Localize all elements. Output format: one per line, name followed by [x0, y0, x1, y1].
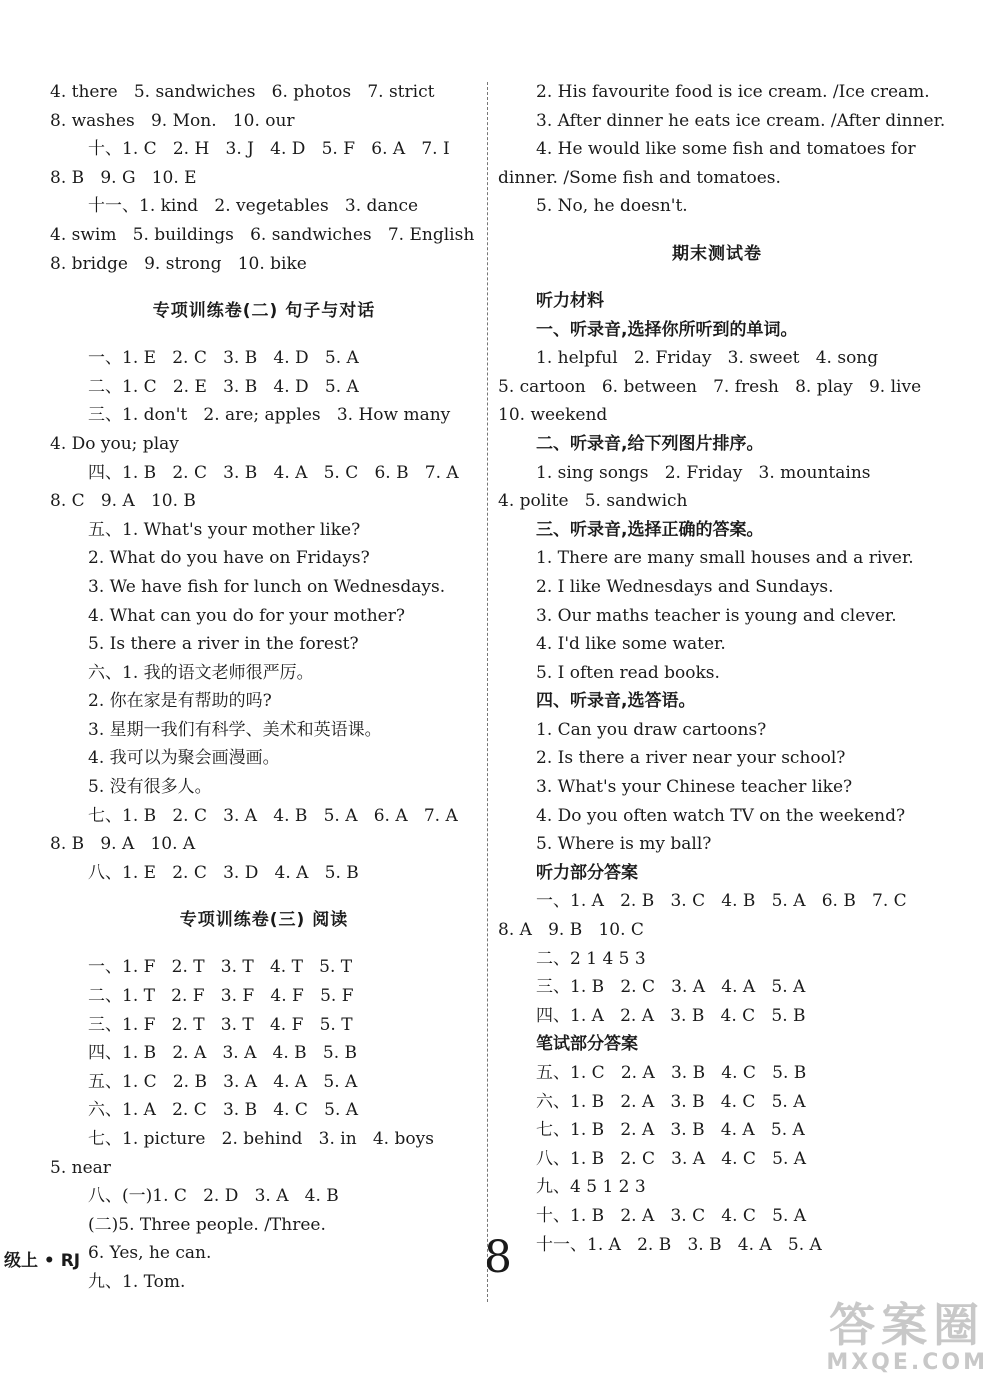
column-divider — [487, 82, 488, 1302]
answer-line: 3. We have fish for lunch on Wednesdays. — [88, 576, 446, 597]
answer-line: 一、1. E 2. C 3. B 4. D 5. A — [88, 348, 359, 369]
answer-line: 4. polite 5. sandwich — [498, 491, 688, 512]
watermark-text: 答案圈 — [829, 1298, 986, 1352]
answer-line: 七、1. B 2. C 3. A 4. B 5. A 6. A 7. A — [88, 805, 458, 826]
page-number: 8 — [484, 1232, 512, 1283]
answer-line: 3. What's your Chinese teacher like? — [536, 777, 853, 798]
answer-line: 三、1. B 2. C 3. A 4. A 5. A — [536, 977, 806, 998]
answer-line: 三、1. don't 2. are; apples 3. How many — [88, 405, 451, 426]
section-title: 专项训练卷(三) 阅读 — [179, 910, 349, 931]
section-title: 专项训练卷(二) 句子与对话 — [152, 301, 376, 322]
answer-line: 五、1. C 2. B 3. A 4. A 5. A — [88, 1071, 358, 1092]
answer-line: 八、(一)1. C 2. D 3. A 4. B — [88, 1186, 339, 1207]
answer-line: 二、2 1 4 5 3 — [536, 948, 646, 969]
answer-line: 3. Our maths teacher is young and clever. — [536, 605, 897, 626]
answer-line: 4. I'd like some water. — [536, 634, 726, 655]
answer-line: 1. sing songs 2. Friday 3. mountains — [536, 462, 871, 483]
answer-line: 二、1. C 2. E 3. B 4. D 5. A — [88, 376, 359, 397]
answer-line: 十、1. C 2. H 3. J 4. D 5. F 6. A 7. I — [88, 139, 450, 160]
answer-line: 六、1. A 2. C 3. B 4. C 5. A — [88, 1100, 359, 1121]
answer-line: 2. Is there a river near your school? — [536, 748, 846, 769]
answer-line: 一、1. F 2. T 3. T 4. T 5. T — [88, 957, 353, 978]
section-heading: 四、听录音,选答语。 — [536, 691, 696, 712]
answer-line: 2. His favourite food is ice cream. /Ice cream. — [536, 82, 930, 102]
right-column — [498, 78, 946, 1259]
answer-line: 八、1. E 2. C 3. D 4. A 5. B — [88, 862, 359, 883]
section-heading: 三、听录音,选择正确的答案。 — [536, 519, 764, 540]
answer-line: 八、1. B 2. C 3. A 4. C 5. A — [536, 1148, 807, 1169]
section-heading: 笔试部分答案 — [536, 1034, 638, 1055]
answer-line: 8. A 9. B 10. C — [498, 920, 644, 941]
answer-line: 5. cartoon 6. between 7. fresh 8. play 9. live — [498, 376, 922, 397]
answer-line: 8. B 9. G 10. E — [50, 167, 197, 188]
answer-line: 2. 你在家是有帮助的吗? — [88, 691, 272, 712]
answer-line: 七、1. picture 2. behind 3. in 4. boys — [88, 1129, 434, 1149]
answer-line: 3. 星期一我们有科学、美术和英语课。 — [88, 719, 382, 740]
answer-line: 4. swim 5. buildings 6. sandwiches 7. English — [50, 224, 475, 245]
answer-line: 6. Yes, he can. — [88, 1243, 212, 1264]
answer-line: 五、1. C 2. A 3. B 4. C 5. B — [536, 1063, 807, 1083]
section-title: 期末测试卷 — [672, 243, 762, 264]
section-heading: 二、听录音,给下列图片排序。 — [536, 433, 764, 454]
watermark-logo — [826, 1300, 988, 1376]
answer-line: 四、1. B 2. A 3. A 4. B 5. B — [88, 1043, 357, 1064]
answer-line: 十、1. B 2. A 3. C 4. C 5. A — [536, 1205, 807, 1226]
section-heading: 听力材料 — [536, 290, 604, 311]
answer-line: 七、1. B 2. A 3. B 4. A 5. A — [536, 1120, 805, 1141]
answer-line: 5. No, he doesn't. — [536, 196, 688, 217]
left-column — [50, 78, 478, 1297]
answer-line: 4. 我可以为聚会画漫画。 — [88, 748, 280, 769]
answer-line: 4. Do you often watch TV on the weekend? — [536, 805, 906, 826]
answer-line: 4. Do you; play — [50, 433, 179, 454]
answer-line: 4. He would like some fish and tomatoes for — [536, 139, 916, 160]
answer-line: 8. B 9. A 10. A — [50, 834, 196, 855]
section-heading: 一、听录音,选择你所听到的单词。 — [536, 319, 798, 340]
answer-line: 5. Where is my ball? — [536, 834, 712, 855]
answer-line: 5. Is there a river in the forest? — [88, 634, 359, 655]
answer-line: 四、1. A 2. A 3. B 4. C 5. B — [536, 1005, 806, 1026]
answer-line: 4. What can you do for your mother? — [88, 605, 405, 626]
answer-line: 8. washes 9. Mon. 10. our — [50, 110, 295, 131]
answer-line: 六、1. 我的语文老师很严厉。 — [88, 662, 314, 683]
answer-line: 九、1. Tom. — [88, 1271, 186, 1292]
answer-line: (二)5. Three people. /Three. — [88, 1214, 326, 1235]
answer-line: 十一、1. A 2. B 3. B 4. A 5. A — [536, 1234, 822, 1255]
answer-line: 四、1. B 2. C 3. B 4. A 5. C 6. B 7. A — [88, 462, 459, 483]
answer-line: 10. weekend — [498, 405, 608, 426]
answer-line: 三、1. F 2. T 3. T 4. F 5. T — [88, 1014, 353, 1035]
answer-line: 一、1. A 2. B 3. C 4. B 5. A 6. B 7. C — [536, 891, 907, 912]
answer-line: 5. I often read books. — [536, 662, 720, 683]
answer-line: 五、1. What's your mother like? — [88, 519, 361, 540]
watermark-url: MXQE.COM — [826, 1350, 988, 1375]
answer-line: 十一、1. kind 2. vegetables 3. dance — [88, 196, 419, 217]
answer-line: 5. near — [50, 1157, 111, 1178]
answer-line: 二、1. T 2. F 3. F 4. F 5. F — [88, 986, 354, 1007]
answer-line: dinner. /Some fish and tomatoes. — [498, 167, 781, 188]
footer-grade-label: 级上 • RJ — [4, 1251, 81, 1271]
answer-line: 九、4 5 1 2 3 — [536, 1177, 646, 1198]
answer-line: 1. helpful 2. Friday 3. sweet 4. song — [536, 348, 879, 369]
section-heading: 听力部分答案 — [536, 862, 638, 883]
answer-line: 2. What do you have on Fridays? — [88, 548, 370, 569]
answer-line: 8. bridge 9. strong 10. bike — [50, 253, 307, 274]
answer-line: 8. C 9. A 10. B — [50, 491, 196, 512]
answer-line: 3. After dinner he eats ice cream. /After dinner. — [536, 110, 946, 131]
answer-line: 5. 没有很多人。 — [88, 777, 212, 798]
answer-line: 2. I like Wednesdays and Sundays. — [536, 576, 834, 597]
answer-line: 1. Can you draw cartoons? — [536, 719, 767, 740]
answer-line: 1. There are many small houses and a river. — [536, 548, 914, 569]
answer-line: 4. there 5. sandwiches 6. photos 7. strict — [50, 82, 435, 102]
answer-line: 六、1. B 2. A 3. B 4. C 5. A — [536, 1091, 806, 1112]
